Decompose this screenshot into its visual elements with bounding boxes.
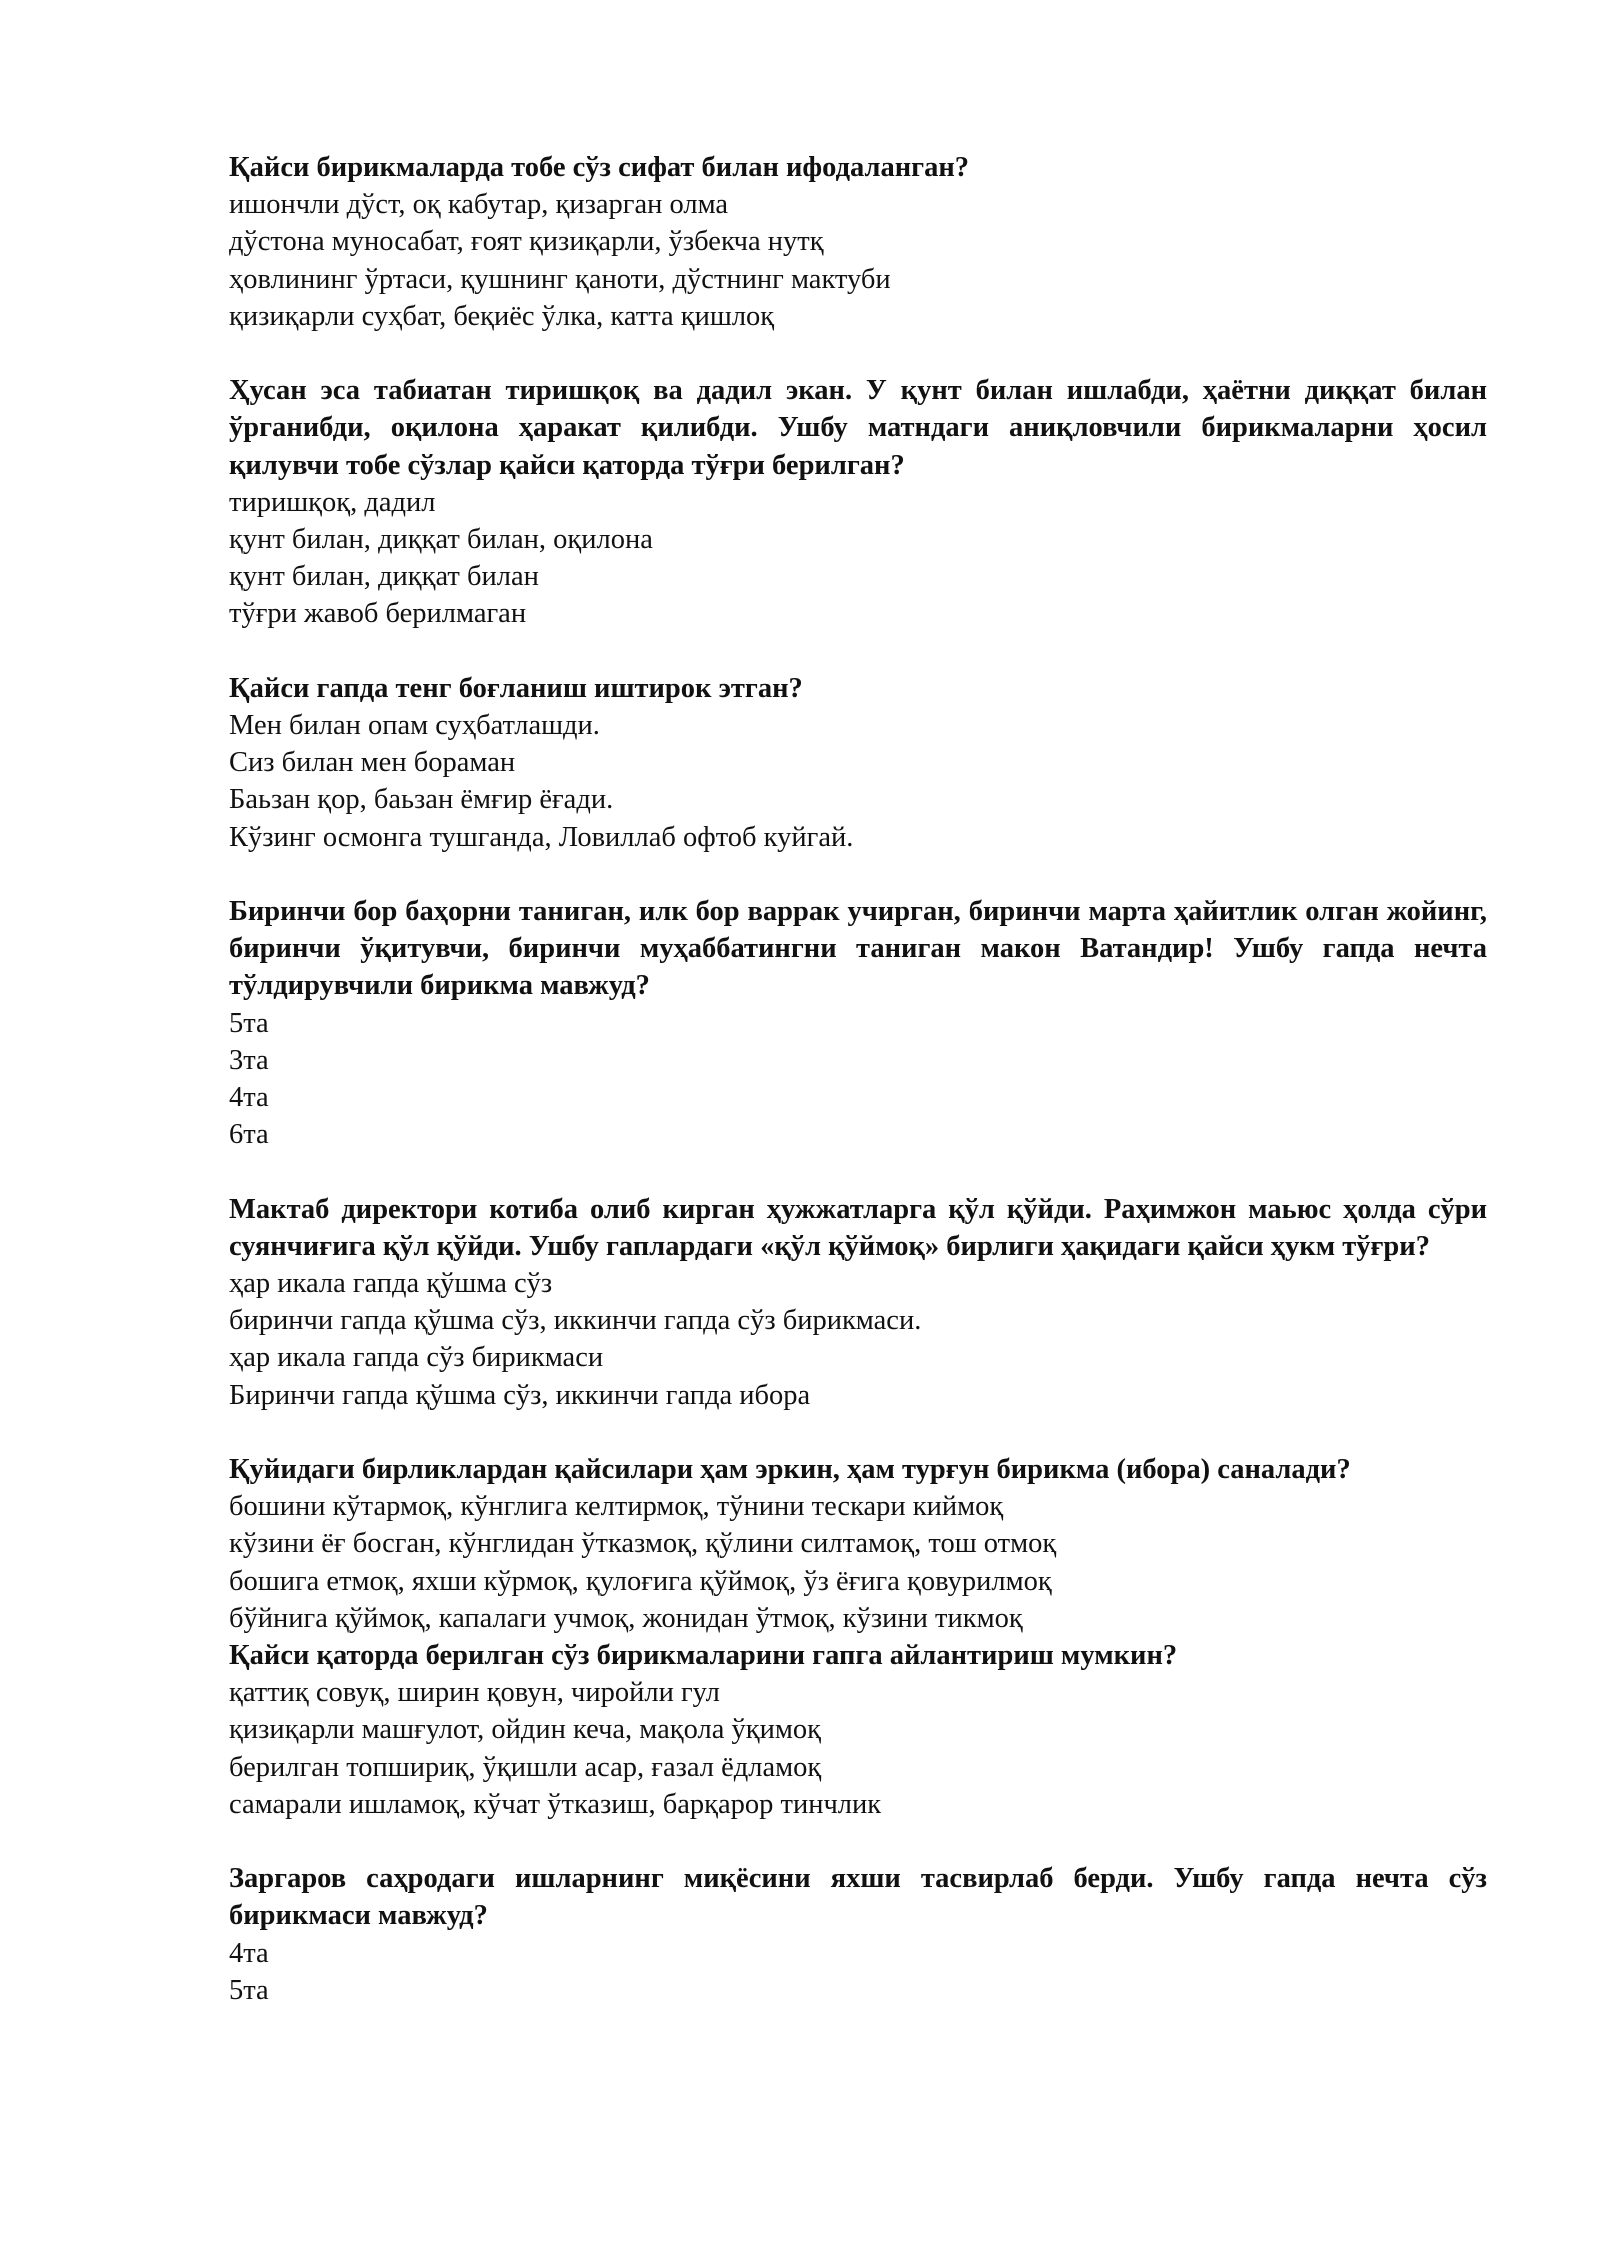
question-block-2 <box>229 372 1487 632</box>
answer-option: самарали ишламоқ, кўчат ўтказиш, барқарор тинчлик <box>229 1788 882 1820</box>
answer-option: Биринчи гапда қўшма сўз, иккинчи гапда ибора <box>229 1379 811 1411</box>
answer-option: 5та <box>229 1007 269 1039</box>
answer-option: тиришқоқ, дадил <box>229 486 436 518</box>
answer-option: кўзини ёғ босган, кўнглидан ўтказмоқ, қўлини силтамоқ, тош отмоқ <box>229 1528 1057 1560</box>
document-page <box>229 149 1487 2009</box>
question-text: Қайси бирикмаларда тобе сўз сифат билан ифодаланган? <box>229 152 970 183</box>
question-block-4 <box>229 893 1487 1153</box>
answer-option: бўйнига қўймоқ, капалаги учмоқ, жонидан ўтмоқ, кўзини тикмоқ <box>229 1602 1023 1634</box>
answer-option: қаттиқ совуқ, ширин қовун, чиройли гул <box>229 1677 720 1709</box>
question-block-3 <box>229 670 1487 856</box>
answer-option: 4та <box>229 1937 269 1969</box>
question-text: Қайси қаторда берилган сўз бирикмаларини гапга айлантириш мумкин? <box>229 1640 1178 1672</box>
answer-option: қунт билан, диққат билан, оқилона <box>229 524 653 556</box>
question-text: Заргаров саҳродаги ишларнинг миқёсини яхши тасвирлаб берди. Ушбу гапда нечта сўз бирикмаси мавжуд? <box>229 1863 1487 1932</box>
question-text: Қайси гапда тенг боғланиш иштирок этган? <box>229 672 803 704</box>
question-text: Қуйидаги бирликлардан қайсилари ҳам эркин, ҳам турғун бирикма (ибора) саналади? <box>229 1454 1351 1486</box>
answer-option: Баьзан қор, баьзан ёмғир ёғади. <box>229 784 614 816</box>
answer-option: қунт билан, диққат билан <box>229 561 539 593</box>
answer-option: 5та <box>229 1974 269 2006</box>
answer-option: биринчи гапда қўшма сўз, иккинчи гапда сўз бирикмаси. <box>229 1305 922 1337</box>
answer-option: бошини кўтармоқ, кўнглига келтирмоқ, тўнини тескари киймоқ <box>229 1491 1004 1523</box>
question-text: Ҳусан эса табиатан тиришқоқ ва дадил экан. У қунт билан ишлабди, ҳаётни диққат билан ўрганибди, оқилона ҳаракат қилибди. Ушбу матндаги аниқловчили бирикмаларни ҳосил қилувчи тобе сўзлар қайси қаторда тўғри берилган? <box>229 375 1487 481</box>
blank-line <box>229 1153 1487 1190</box>
question-block-8 <box>229 1860 1487 2009</box>
answer-option: ҳар икала гапда қўшма сўз <box>229 1268 553 1300</box>
blank-line <box>229 335 1487 372</box>
blank-line <box>229 856 1487 893</box>
answer-option: қизиқарли суҳбат, беқиёс ўлка, катта қишлоқ <box>229 300 775 332</box>
answer-option: ҳар икала гапда сўз бирикмаси <box>229 1342 604 1374</box>
blank-line <box>229 1414 1487 1451</box>
question-block-7 <box>229 1637 1487 1823</box>
answer-option: Кўзинг осмонга тушганда, Ловиллаб офтоб куйгай. <box>229 821 854 853</box>
answer-option: Мен билан опам суҳбатлашди. <box>229 710 600 742</box>
question-text: Мактаб директори котиба олиб кирган ҳужжатларга қўл қўйди. Раҳимжон маьюс ҳолда сўри суянчиғига қўл қўйди. Ушбу гаплардаги «қўл қўймоқ» бирлиги ҳақидаги қайси ҳукм тўғри? <box>229 1193 1487 1262</box>
question-block-5 <box>229 1191 1487 1414</box>
question-block-1 <box>229 149 1487 335</box>
blank-line <box>229 633 1487 670</box>
answer-option: 6та <box>229 1119 269 1151</box>
answer-option: бошига етмоқ, яхши кўрмоқ, қулоғига қўймоқ, ўз ёғига қовурилмоқ <box>229 1565 1052 1597</box>
answer-option: берилган топшириқ, ўқишли асар, ғазал ёдламоқ <box>229 1751 822 1783</box>
answer-option: дўстона муносабат, ғоят қизиқарли, ўзбекча нутқ <box>229 226 824 258</box>
answer-option: Сиз билан мен бораман <box>229 747 516 779</box>
answer-option: тўғри жавоб берилмаган <box>229 598 527 630</box>
answer-option: ҳовлининг ўртаси, қушнинг қаноти, дўстнинг мактуби <box>229 263 891 295</box>
answer-option: 4та <box>229 1082 269 1114</box>
answer-option: қизиқарли машғулот, ойдин кеча, мақола ўқимоқ <box>229 1714 821 1746</box>
question-text: Биринчи бор баҳорни таниган, илк бор варрак учирган, биринчи марта ҳайитлик олган жойинг, биринчи ўқитувчи, биринчи муҳаббатингни таниган макон Ватандир! Ушбу гапда нечта тўлдирувчили бирикма мавжуд? <box>229 896 1487 1002</box>
answer-option: ишончли дўст, оқ кабутар, қизарган олма <box>229 189 729 221</box>
answer-option: 3та <box>229 1044 269 1076</box>
blank-line <box>229 1823 1487 1860</box>
question-block-6 <box>229 1451 1487 1637</box>
